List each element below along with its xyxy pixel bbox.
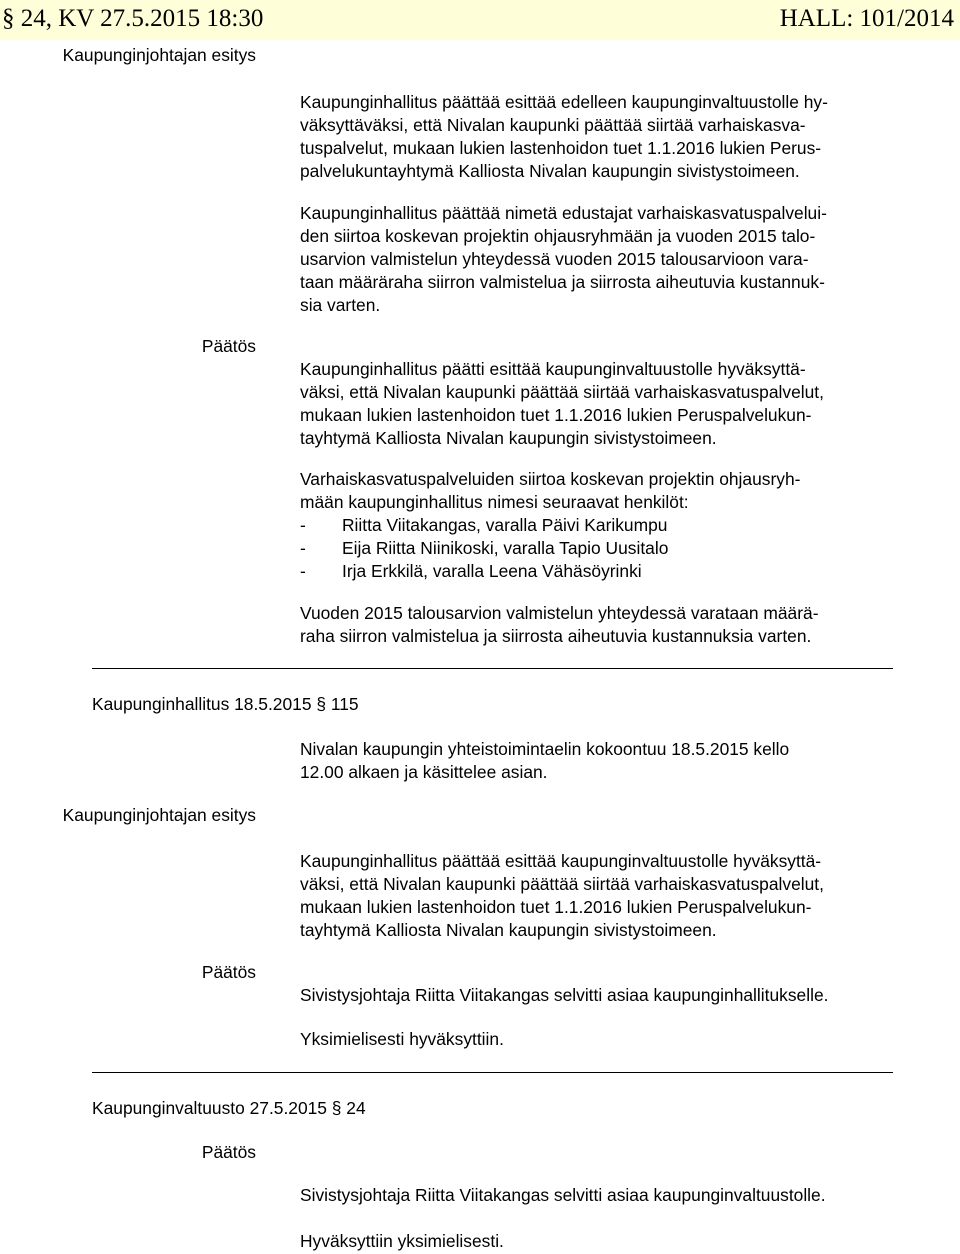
- text-line: taan määräraha siirron valmistelua ja siirrosta aiheutuvia kustannuk-: [300, 272, 825, 292]
- text-line: Varhaiskasvatuspalveluiden siirtoa koskevan projektin ohjausryh-: [300, 469, 801, 489]
- section-reference: § 24, KV 27.5.2015 18:30: [2, 5, 264, 32]
- text-line: 12.00 alkaen ja käsittelee asian.: [300, 762, 548, 782]
- text-line: tayhtymä Kalliosta Nivalan kaupungin sivistystoimeen.: [300, 428, 717, 448]
- decision-label: Päätös: [201, 1142, 256, 1162]
- decision-label: Päätös: [201, 336, 256, 356]
- member-text: Irja Erkkilä, varalla Leena Vähäsöyrinki: [342, 561, 642, 581]
- decision-paragraph-1: [300, 1184, 896, 1207]
- list-dash: -: [300, 538, 306, 558]
- proposal-paragraph: [300, 850, 896, 942]
- text-line: Sivistysjohtaja Riitta Viitakangas selvitti asiaa kaupunginhallitukselle.: [300, 985, 829, 1005]
- text-line: Nivalan kaupungin yhteistoimintaelin kokoontuu 18.5.2015 kello: [300, 739, 790, 759]
- section-divider: [92, 1072, 893, 1073]
- list-dash: -: [300, 561, 306, 581]
- hall-reference: HALL: 101/2014: [779, 5, 954, 32]
- text-line: Hyväksyttiin yksimielisesti.: [300, 1231, 504, 1251]
- text-line: tuspalvelut, mukaan lukien lastenhoidon tuet 1.1.2016 lukien Perus-: [300, 138, 822, 158]
- meeting-heading: Kaupunginvaltuusto 27.5.2015 § 24: [92, 1098, 366, 1118]
- text-line: Kaupunginhallitus päättää esittää edelleen kaupunginvaltuustolle hy-: [300, 92, 828, 112]
- text-line: väksyttäväksi, että Nivalan kaupunki päättää siirtää varhaiskasva-: [300, 115, 806, 135]
- decision-paragraph-2: [300, 1230, 896, 1253]
- text-line: mukaan lukien lastenhoidon tuet 1.1.2016 lukien Peruspalvelukun-: [300, 897, 812, 917]
- text-line: den siirtoa koskevan projektin ohjausryhmään ja vuoden 2015 talo-: [300, 226, 816, 246]
- text-line: Yksimielisesti hyväksyttiin.: [300, 1029, 504, 1049]
- proposal-paragraph-1: [300, 91, 896, 183]
- text-line: sia varten.: [300, 295, 381, 315]
- text-line: väksi, että Nivalan kaupunki päättää siirtää varhaiskasvatuspalvelut,: [300, 874, 824, 894]
- decision-label: Päätös: [201, 962, 256, 982]
- text-line: usarvion valmistelun yhteydessä vuoden 2015 talousarvioon vara-: [300, 249, 809, 269]
- text-line: mukaan lukien lastenhoidon tuet 1.1.2016 lukien Peruspalvelukun-: [300, 405, 812, 425]
- text-line: Sivistysjohtaja Riitta Viitakangas selvitti asiaa kaupunginvaltuustolle.: [300, 1185, 826, 1205]
- proposal-paragraph-2: [300, 202, 896, 317]
- decision-paragraph-1: [300, 358, 896, 450]
- text-line: Kaupunginhallitus päättää esittää kaupunginvaltuustolle hyväksyttä-: [300, 851, 822, 871]
- intro-paragraph: [300, 738, 896, 784]
- proposal-label: Kaupunginjohtajan esitys: [62, 805, 256, 825]
- text-line: Kaupunginhallitus päättää nimetä edustajat varhaiskasvatuspalvelui-: [300, 203, 827, 223]
- text-line: tayhtymä Kalliosta Nivalan kaupungin sivistystoimeen.: [300, 920, 717, 940]
- text-line: palvelukuntayhtymä Kalliosta Nivalan kaupungin sivistystoimeen.: [300, 161, 800, 181]
- proposal-label: Kaupunginjohtajan esitys: [62, 45, 256, 65]
- list-item: [300, 560, 896, 583]
- section-divider: [92, 668, 893, 669]
- text-line: mään kaupunginhallitus nimesi seuraavat henkilöt:: [300, 492, 689, 512]
- text-line: Vuoden 2015 talousarvion valmistelun yhteydessä varataan määrä-: [300, 603, 819, 623]
- text-line: väksi, että Nivalan kaupunki päättää siirtää varhaiskasvatuspalvelut,: [300, 382, 824, 402]
- decision-paragraph-2: [300, 1028, 896, 1051]
- member-text: Riitta Viitakangas, varalla Päivi Karikumpu: [342, 515, 668, 535]
- header-bar: [0, 0, 960, 40]
- member-text: Eija Riitta Niinikoski, varalla Tapio Uusitalo: [342, 538, 669, 558]
- list-item: [300, 537, 896, 560]
- decision-paragraph-1: [300, 984, 896, 1007]
- decision-paragraph-2: [300, 468, 896, 583]
- list-item: [300, 514, 896, 537]
- text-line: Kaupunginhallitus päätti esittää kaupunginvaltuustolle hyväksyttä-: [300, 359, 806, 379]
- meeting-heading: Kaupunginhallitus 18.5.2015 § 115: [92, 694, 359, 714]
- list-dash: -: [300, 515, 306, 535]
- decision-paragraph-3: [300, 602, 896, 648]
- text-line: raha siirron valmistelua ja siirrosta aiheutuvia kustannuksia varten.: [300, 626, 812, 646]
